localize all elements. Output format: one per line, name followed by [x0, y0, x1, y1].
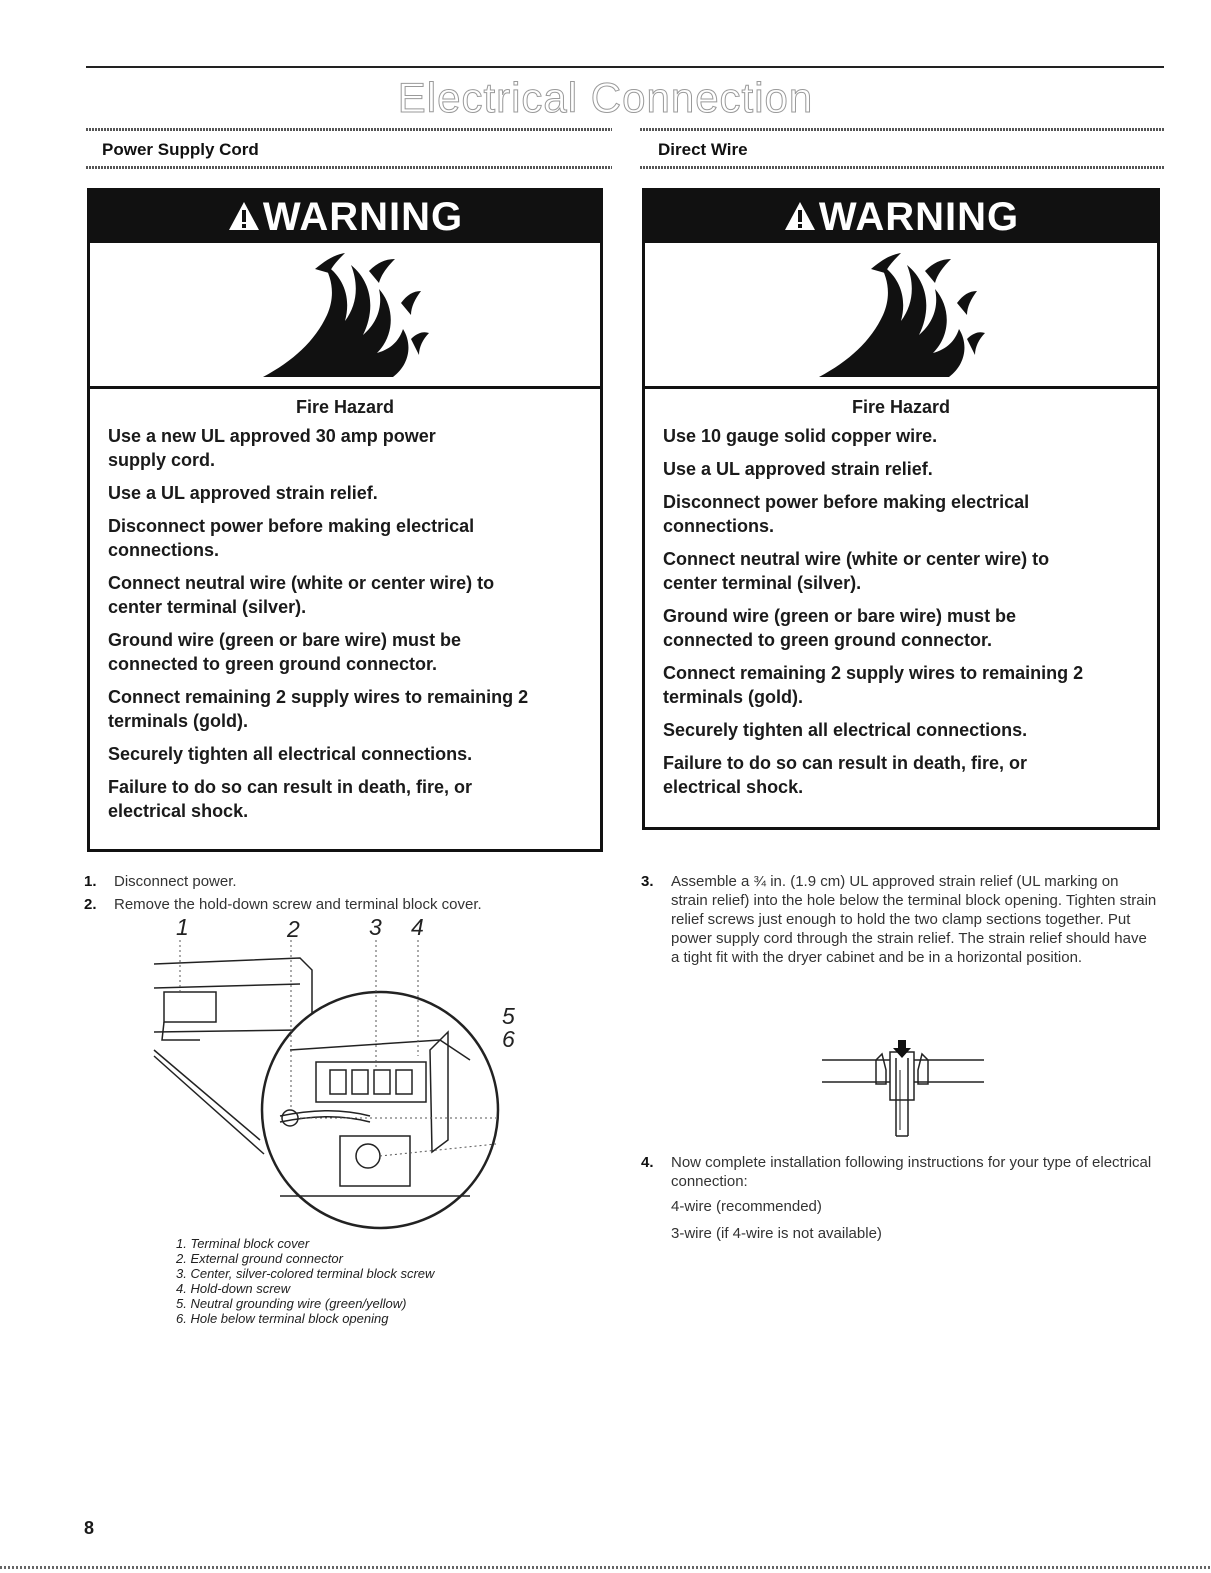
step-text: Disconnect power.: [114, 873, 237, 890]
fire-hazard-flame-icon: [809, 249, 993, 381]
warning-signal-word: WARNING: [262, 195, 464, 239]
warning-line: Failure to do so can result in death, fire, or electrical shock.: [663, 753, 1028, 797]
step-text: Remove the hold-down screw and terminal block cover.: [114, 896, 482, 913]
warning-line: Use a new UL approved 30 amp power supply cord.: [108, 426, 436, 470]
step-item: [641, 872, 1159, 967]
warning-line: Ground wire (green or bare wire) must be connected to green ground connector.: [663, 606, 1017, 650]
flame-area: [645, 243, 1157, 389]
legend-item: 1. Terminal block cover: [176, 1236, 310, 1251]
warning-lines: [90, 418, 600, 823]
warning-line: Disconnect power before making electrical connections.: [108, 516, 475, 560]
section-rule-top-right: [640, 128, 1164, 131]
page-number: 8: [84, 1518, 95, 1538]
warning-line: Disconnect power before making electrical connections.: [663, 492, 1030, 536]
hazard-title: Fire Hazard: [851, 397, 951, 417]
warning-bar: [645, 191, 1157, 243]
flame-area: [90, 243, 600, 389]
callout-6: 6: [502, 1026, 515, 1052]
legend-item: 6. Hole below terminal block opening: [176, 1311, 389, 1326]
section-rule-top-left: [86, 128, 612, 131]
section-heading-direct-wire: Direct Wire: [658, 140, 748, 159]
step-text: Assemble a ¾ in. (1.9 cm) UL approved strain relief (UL marking on strain relief) into the hole below the terminal block opening. Tighten strain relief screws just enough to hold the two clamp sections together. Put power supply cord through the strain relief. The strain relief should have a tight fit with the dryer cabinet and be in a horizontal position.: [671, 873, 1157, 966]
figure-legend: [176, 1236, 434, 1326]
warning-line: Connect neutral wire (white or center wire) to center terminal (silver).: [663, 549, 1050, 593]
section-rule-bottom-left: [86, 166, 612, 169]
step-text: Now complete installation following instructions for your type of electrical connection:: [671, 1154, 1152, 1190]
callout-2: 2: [287, 916, 300, 942]
steps-right-top: [641, 872, 1159, 971]
step-item: [641, 1153, 1159, 1243]
bottom-rule: [0, 1566, 1211, 1569]
connection-option: 3-wire (if 4-wire is not available): [671, 1225, 882, 1242]
step-number: 2.: [84, 896, 97, 913]
terminal-block-diagram: [140, 940, 520, 1236]
callout-5: 5: [502, 1003, 515, 1029]
top-rule: [86, 66, 1164, 68]
warning-line: Connect neutral wire (white or center wire) to center terminal (silver).: [108, 573, 495, 617]
warning-line: Ground wire (green or bare wire) must be connected to green ground connector.: [108, 630, 462, 674]
warning-line: Failure to do so can result in death, fire, or electrical shock.: [108, 777, 473, 821]
legend-item: 3. Center, silver-colored terminal block screw: [176, 1266, 435, 1281]
step-number: 4.: [641, 1154, 654, 1171]
warning-bar: [90, 191, 600, 243]
warning-line: Use a UL approved strain relief.: [108, 483, 378, 503]
warning-signal-word: WARNING: [818, 195, 1020, 239]
step-item: [84, 872, 584, 891]
warning-line: Securely tighten all electrical connections.: [663, 720, 1028, 740]
legend-item: 2. External ground connector: [176, 1251, 343, 1266]
steps-right-bottom: [641, 1153, 1159, 1251]
warning-line: Connect remaining 2 supply wires to remaining 2 terminals (gold).: [108, 687, 529, 731]
section-heading-power-supply-cord: Power Supply Cord: [102, 140, 259, 159]
callout-4: 4: [411, 914, 424, 940]
step-item: [84, 895, 584, 914]
warning-triangle-icon: [227, 193, 261, 245]
warning-line: Securely tighten all electrical connections.: [108, 744, 473, 764]
step-number: 3.: [641, 873, 654, 890]
step-number: 1.: [84, 873, 97, 890]
warning-triangle-icon: [783, 193, 817, 245]
warning-line: Use 10 gauge solid copper wire.: [663, 426, 938, 446]
connection-option: 4-wire (recommended): [671, 1198, 822, 1215]
warning-box-right: [642, 188, 1160, 830]
page-title: Electrical Connection: [397, 74, 814, 121]
warning-line: Use a UL approved strain relief.: [663, 459, 933, 479]
hazard-title: Fire Hazard: [295, 397, 395, 417]
legend-item: 5. Neutral grounding wire (green/yellow): [176, 1296, 407, 1311]
fire-hazard-flame-icon: [253, 249, 437, 381]
warning-box-left: [87, 188, 603, 852]
callout-3: 3: [369, 914, 382, 940]
warning-line: Connect remaining 2 supply wires to remaining 2 terminals (gold).: [663, 663, 1084, 707]
steps-left: [84, 872, 584, 918]
strain-relief-diagram: [816, 1040, 988, 1140]
legend-item: 4. Hold-down screw: [176, 1281, 291, 1296]
section-rule-bottom-right: [640, 166, 1164, 169]
callout-1: 1: [176, 914, 189, 940]
warning-lines: [645, 418, 1157, 799]
